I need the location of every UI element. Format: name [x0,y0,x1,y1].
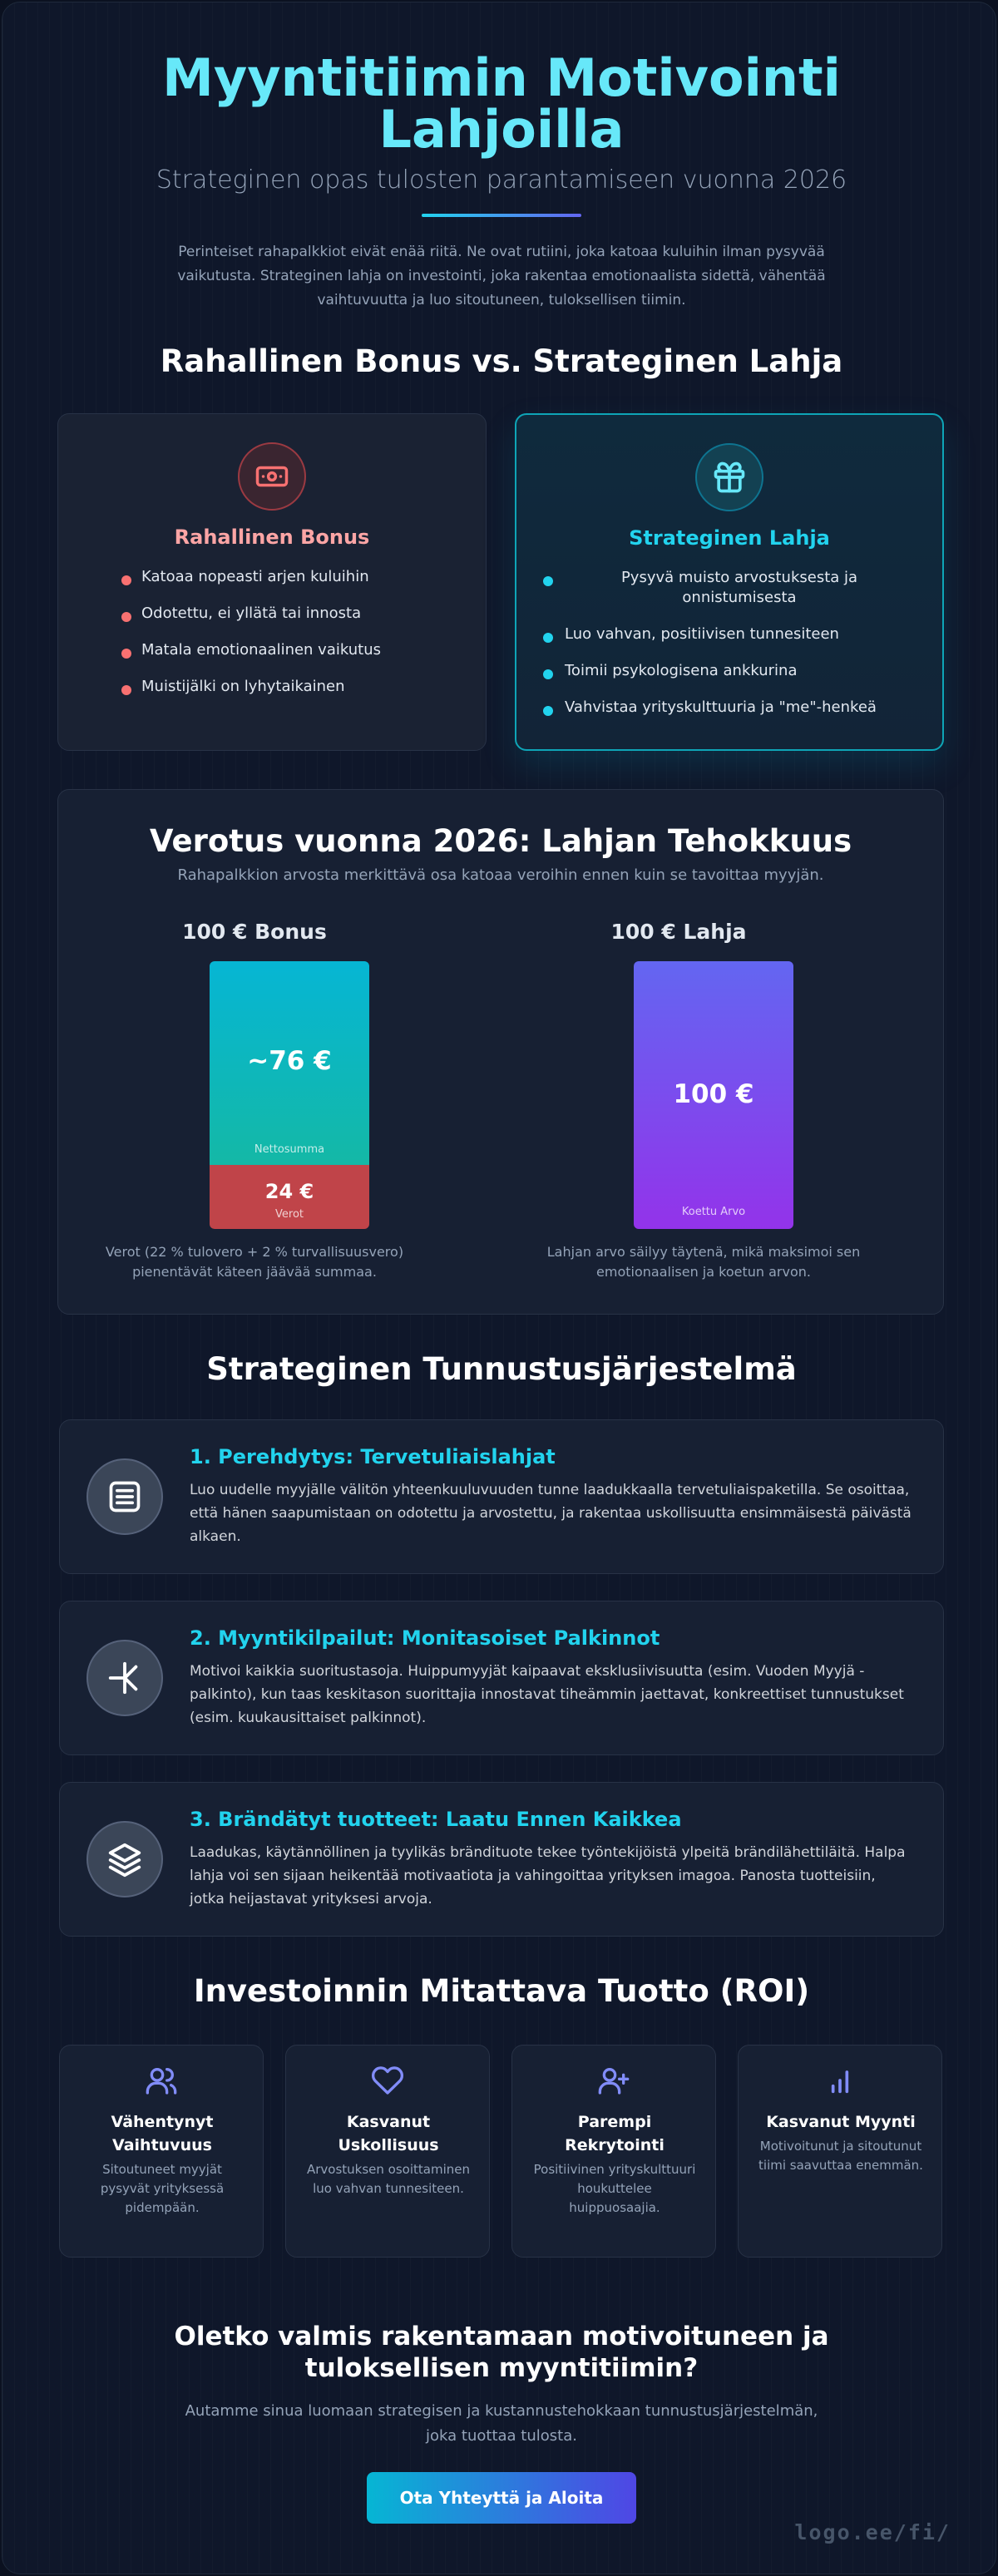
cta-title: Oletko valmis rakentamaan motivoituneen ja tuloksellisen myyntitiimin? [174,2322,829,2383]
list-item: Katoaa nopeasti arjen kuluihin [141,567,449,604]
bonus-tax-segment [210,1165,369,1229]
roi-card [738,2045,942,2258]
gift-icon [695,443,763,511]
intro-text: Perinteiset rahapalkkiot eivät enää riitä. Ne ovat rutiini, joka katoaa kuluihin ilman pysyvää vaikutusta. Strateginen lahja on investointi, joka rakentaa emotionaalista sidettä, vähentää vaihtuvuutta ja luo sitoutuneen, tuloksellisen tiimin. [177,244,826,308]
gift-card-title: Strateginen Lahja [629,526,830,550]
money-icon [238,442,306,511]
bonus-card [57,413,487,751]
roi-card-title: Kasvanut Uskollisuus [338,2113,439,2154]
bonus-bar [210,961,369,1229]
step-title: 3. Brändätyt tuotteet: Laatu Ennen Kaikkea [190,1808,682,1831]
comparison-title: Rahallinen Bonus vs. Strateginen Lahja [160,343,843,379]
page-subtitle: Strateginen opas tulosten parantamiseen vuonna 2026 [156,165,847,195]
gift-tax-note: Lahjan arvo säilyy täytenä, mikä maksimoi sen emotionaalisen ja koetun arvon. [546,1244,861,1280]
roi-card-text: Sitoutuneet myyjät pysyvät yrityksessä pidempään. [100,2162,225,2215]
list-item: Matala emotionaalinen vaikutus [141,640,449,677]
title-divider [422,214,581,217]
tax-title: Verotus vuonna 2026: Lahjan Tehokkuus [149,823,852,859]
list-item: Vahvistaa yrityskulttuuria ja "me"-henkeä [565,698,914,718]
list-item: Toimii psykologisena ankkurina [565,661,914,681]
list-item: Muistijälki on lyhytaikainen [141,677,449,713]
step-title: 2. Myyntikilpailut: Monitasoiset Palkinnot [190,1626,660,1650]
gift-value: 100 € [673,1079,754,1109]
gift-bar [634,961,793,1229]
gift-bar-label: 100 € Lahja [610,920,747,944]
roi-card-title: Kasvanut Myynti [766,2113,916,2131]
bonus-tax-note: Verot (22 % tulovero + 2 % turvallisuusvero) pienentävät käteen jäävää summaa. [105,1244,404,1280]
infographic-frame [2,2,996,2574]
footer-logo: logo.ee/fi/ [794,2520,951,2544]
users-icon [60,2064,263,2097]
step-title: 1. Perehdytys: Tervetuliaislahjat [190,1445,556,1468]
roi-card-title: Parempi Rekrytointi [565,2113,665,2154]
heart-icon [286,2064,489,2097]
system-title: Strateginen Tunnustusjärjestelmä [206,1351,797,1387]
list-item: Luo vahvan, positiivisen tunnesiteen [565,624,914,644]
roi-card [59,2045,264,2258]
list-icon [86,1458,163,1535]
layers-icon [86,1821,163,1897]
step-card [59,1782,944,1937]
step-text: Luo uudelle myyjälle välitön yhteenkuuluvuuden tunne laadukkaalla tervetuliaispaketilla. Se osoittaa, että hänen saapumistaan on odotettu ja arvostettu, ja rakentaa uskollisuutta ensimmäisestä päivästä alkaen. [190,1482,912,1545]
step-card [59,1601,944,1755]
step-card [59,1419,944,1574]
step-text: Motivoi kaikkia suoritustasoja. Huippumyyjät kaipaavat eksklusiivisuutta (esim. Vuoden Myyjä -palkinto), kun taas keskitason suorittajia innostavat tiheämmin jaettavat, konkreettiset tunnustukset (esim. kuukausittaiset palkinnot). [190,1663,904,1726]
list-item: Pysyvä muisto arvostuksesta ja onnistumisesta [565,568,914,608]
bonus-tax-value: 24 € [264,1180,314,1203]
gift-value-label: Koettu Arvo [681,1206,746,1218]
roi-card-text: Arvostuksen osoittaminen luo vahvan tunnesiteen. [306,2162,470,2196]
bonus-card-title: Rahallinen Bonus [174,526,370,549]
roi-card-text: Positiivinen yrityskulttuuri houkuttelee huippuosaajia. [533,2162,696,2215]
gift-list [565,568,914,734]
bonus-list [141,567,449,713]
roi-title: Investoinnin Mitattava Tuotto (ROI) [193,1973,810,2009]
tax-subtitle: Rahapalkkion arvosta merkittävä osa katoaa veroihin ennen kuin se tavoittaa myyjän. [177,866,824,884]
cta-text: Autamme sinua luomaan strategisen ja kustannustehokkaan tunnustusjärjestelmän, joka tuottaa tulosta. [185,2402,818,2445]
user-plus-icon [512,2064,715,2097]
bar-chart-icon [739,2064,941,2097]
gift-card [515,413,944,751]
list-item: Odotettu, ei yllätä tai innosta [141,604,449,640]
roi-card-text: Motivoitunut ja sitoutunut tiimi saavuttaa enemmän. [758,2139,923,2173]
contact-button[interactable]: Ota Yhteyttä ja Aloita [367,2472,636,2524]
step-text: Laadukas, käytännöllinen ja tyylikäs brändituote tekee työntekijöistä ylpeitä brändilähettiläitä. Halpa lahja voi sen sijaan heikentää motivaatiota ja vahingoittaa yrityksen imagoa. Panosta tuotteisiin, jotka heijastavat yrityksesi arvoja. [190,1844,906,1907]
roi-card-title: Vähentynyt Vaihtuvuus [111,2113,214,2154]
roi-card [285,2045,490,2258]
tax-section [57,789,944,1315]
bonus-net-value: ~76 € [247,1046,332,1076]
gift-value-segment [634,961,793,1229]
split-arrow-icon [86,1640,163,1716]
bonus-tax-label: Verot [275,1208,304,1221]
bonus-net-segment [210,961,369,1165]
bonus-bar-label: 100 € Bonus [182,920,327,944]
page-title: Myyntitiimin Motivointi Lahjoilla [162,47,841,160]
bonus-net-label: Nettosumma [254,1143,325,1156]
roi-card [511,2045,716,2258]
